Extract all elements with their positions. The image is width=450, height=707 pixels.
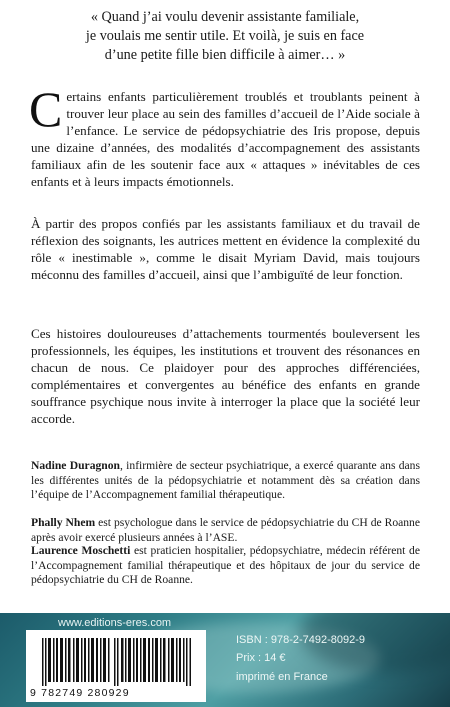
printed-in: imprimé en France xyxy=(236,671,328,683)
abbreviation: CH xyxy=(121,573,138,586)
back-cover-quote xyxy=(40,8,410,65)
quote-line: « Quand j’ai voulu devenir assistante familiale, xyxy=(90,9,360,25)
author-bio-text: . xyxy=(234,530,238,544)
summary-paragraph-1 xyxy=(29,81,420,190)
isbn: ISBN : 978-2-7492-8092-9 xyxy=(236,634,366,646)
author-name: Laurence Moschetti xyxy=(31,544,131,557)
author-bio xyxy=(31,544,420,588)
author-name: Phally Nhem xyxy=(31,516,96,529)
abbreviation: CH xyxy=(351,516,368,529)
quote-line: je voulais me sentir utile. Et voilà, je suis en face xyxy=(85,28,365,44)
author-name: Nadine Duragnon xyxy=(31,459,120,472)
author-bio xyxy=(31,459,420,503)
paragraph-text: ertains enfants particulièrement troublés et troublants peinent à trouver leur place au sein des familles d’accueil de l’Aide sociale à l’enfance. Le service de pédopsychiatrie des Iris propose, depuis une dizaine d’années, des modalités d’accompagnement des assistants familiaux afin de les soutenir face aux « attaques » inévitables de ces enfants et à leurs impacts émotionnels. xyxy=(31,89,420,189)
barcode-bars xyxy=(42,638,194,686)
publisher-website: www.editions-eres.com xyxy=(58,617,172,629)
quote-line: d’une petite fille bien difficile à aimer… » xyxy=(104,47,346,63)
author-bio-text: est praticien hospitalier, pédopsychiatre, médecin référent de l’Accompagnement familial thérapeutique et des hôpitaux de jour du service de pédopsychiatrie du xyxy=(31,544,420,586)
drop-cap-letter: C xyxy=(29,81,63,137)
summary-paragraph-2: À partir des propos confiés par les assistants familiaux et du travail de réflexion des soignants, les autrices mettent en évidence la complexité du rôle « inestimable », comme le disait Myriam David, mais toujours méconnu des familles d’accueil, ainsi que l’ambiguïté de leur fonction. xyxy=(31,216,420,282)
price: Prix : 14 € xyxy=(236,652,286,664)
author-bio-text: de Roanne après avoir exercé plusieurs années à l’ xyxy=(31,516,421,544)
summary-paragraph-3: Ces histoires douloureuses d’attachements tourmentés bouleversent les professionnels, les équipes, les institutions et trouvent des résonances en chacun de nous. Ce plaidoyer pour des approches différenciées, complémentaires et convergentes au bénéfice des enfants en grande souffrance psychique nous invite à interroger la place que la société leur accorde. xyxy=(31,326,420,426)
author-bio xyxy=(31,516,420,545)
abbreviation: ASE xyxy=(212,530,235,544)
barcode xyxy=(26,630,206,702)
author-bio-text: , infirmière de secteur psychiatrique, a exercé quarante ans dans les différentes unités de la pédopsychiatrie et notamment dès sa création dans l’équipe de l’Accompagnement familial thérapeutique. xyxy=(31,459,420,501)
barcode-number: 9 782749 280929 xyxy=(30,687,130,699)
author-bio-text: de Roanne. xyxy=(137,573,193,586)
author-bio-text: est psychologue dans le service de pédopsychiatrie du xyxy=(95,516,352,529)
